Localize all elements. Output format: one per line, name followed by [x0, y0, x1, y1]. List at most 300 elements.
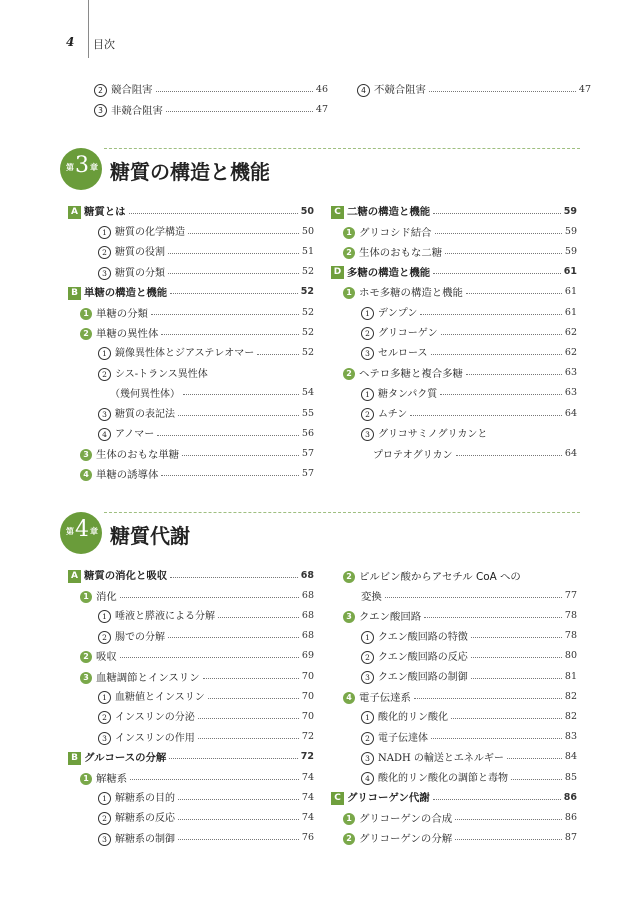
toc-entry: [345, 80, 591, 98]
item-number-marker: 2: [343, 833, 355, 845]
item-number-marker: 3: [98, 267, 111, 280]
toc-entry-title: [80, 648, 117, 663]
chapter-title: 糖質の構造と機能: [110, 160, 270, 184]
item-number-marker: 2: [80, 328, 92, 340]
dot-leader: [188, 233, 299, 234]
dot-leader: [471, 637, 562, 638]
toc-entry-title: [361, 385, 437, 401]
toc-entry: [68, 465, 314, 483]
toc-page-number: 70: [301, 690, 314, 702]
dot-leader: [455, 819, 562, 820]
chapter-number-badge: [60, 148, 102, 190]
toc-page-number: 64: [564, 407, 577, 419]
toc-entry-text: 消化: [96, 590, 117, 603]
item-number-marker: 3: [98, 408, 111, 421]
dot-leader: [414, 698, 562, 699]
toc-entry: [68, 263, 314, 281]
dot-leader: [120, 597, 299, 598]
toc-entry-text: 糖質の役割: [115, 247, 165, 259]
toc-entry-title: [331, 789, 430, 805]
section-letter-badge: B: [68, 752, 81, 765]
dot-leader: [156, 91, 313, 92]
toc-page-number: 62: [564, 346, 577, 358]
toc-entry: [68, 667, 314, 685]
toc-entry-text: 生体のおもな二糖: [359, 246, 443, 259]
toc-page-number: 82: [564, 710, 577, 722]
toc-page-number: 47: [315, 104, 328, 115]
toc-entry-title: [361, 749, 504, 765]
toc-entry-title: [80, 305, 148, 320]
toc-entry-title: [343, 568, 521, 583]
item-number-marker: 3: [361, 347, 374, 360]
page-header: [0, 0, 637, 60]
toc-entry-text: 変換: [361, 590, 382, 603]
toc-entry-title: [68, 567, 167, 583]
dot-leader: [129, 213, 298, 214]
toc-entry-title: [98, 607, 215, 623]
toc-entry-text: シス-トランス異性体: [115, 368, 208, 380]
toc-entry-text: 血糖値とインスリン: [115, 692, 205, 704]
toc-entry: [331, 404, 577, 422]
toc-entry: [68, 202, 314, 220]
item-number-marker: 3: [94, 104, 107, 117]
toc-entry-title: [357, 81, 426, 97]
toc-entry-title: [361, 304, 417, 320]
toc-entry-title: [94, 81, 153, 97]
item-number-marker: 3: [98, 833, 111, 846]
toc-page-number: 72: [300, 751, 314, 763]
toc-page-number: 64: [564, 447, 577, 459]
toc-entry-title: [361, 324, 438, 340]
dot-leader: [433, 273, 561, 274]
section-letter-badge: C: [331, 792, 344, 805]
item-number-marker: 1: [361, 711, 374, 724]
toc-page-number: 61: [564, 286, 577, 298]
item-number-marker: 2: [98, 368, 111, 381]
toc-entry-title: [98, 405, 175, 421]
toc-entry: [68, 303, 314, 321]
toc-page-number: 61: [564, 306, 577, 318]
chapter-dai: 第: [66, 163, 74, 172]
dot-leader: [130, 779, 299, 780]
dot-leader: [440, 394, 562, 395]
toc-entry: [331, 424, 577, 442]
dot-leader: [120, 657, 299, 658]
dot-leader: [170, 577, 298, 578]
toc-page-number: 83: [564, 731, 577, 743]
toc-entry: [331, 384, 577, 402]
dot-leader: [157, 435, 299, 436]
toc-entry-title: [94, 102, 163, 118]
item-number-marker: 1: [98, 226, 111, 239]
toc-entry-text: 単糖の誘導体: [96, 469, 159, 482]
toc-page-number: 86: [564, 811, 577, 823]
toc-entry: [331, 263, 577, 281]
toc-entry-title: [343, 224, 432, 239]
toc-entry-text: 不競合阻害: [374, 84, 426, 97]
dot-leader: [471, 678, 562, 679]
item-number-marker: 3: [361, 752, 374, 765]
toc-entry-title: [331, 203, 430, 219]
toc-entry-text: 単糖の分類: [96, 307, 148, 320]
item-number-marker: 2: [361, 327, 374, 340]
dot-leader: [168, 637, 299, 638]
toc-entry: [68, 687, 314, 705]
item-number-marker: 1: [80, 773, 92, 785]
toc-entry: [331, 283, 577, 301]
toc-entry-title: [80, 446, 179, 461]
toc-entry-text: NADH の輸送とエネルギー: [378, 752, 504, 764]
dot-leader: [435, 233, 562, 234]
toc-entry: [331, 242, 577, 260]
toc-entry-text: 解糖系の制御: [115, 833, 175, 845]
toc-entry-text: グリコサミノグリカンと: [378, 429, 488, 441]
toc-entry-title: [343, 830, 452, 845]
toc-page-number: 74: [301, 811, 314, 823]
item-number-marker: 1: [80, 308, 92, 320]
toc-entry-title: [80, 669, 200, 684]
toc-page-number: 61: [563, 266, 577, 278]
toc-page-number: 50: [300, 205, 314, 217]
item-number-marker: 2: [98, 812, 111, 825]
toc-entry: [68, 788, 314, 806]
toc-entry-text: 電子伝達体: [378, 732, 428, 744]
chapter-3-heading: [60, 148, 580, 192]
toc-page-number: 57: [301, 447, 314, 459]
toc-entry-text: インスリンの分泌: [115, 712, 195, 724]
toc-entry-text: グリコーゲン: [378, 328, 438, 340]
toc-entry: [68, 586, 314, 604]
toc-page-number: 78: [564, 630, 577, 642]
toc-entry: [331, 303, 577, 321]
toc-entry: [68, 647, 314, 665]
toc-entry: [68, 728, 314, 746]
item-number-marker: 2: [361, 732, 374, 745]
page-label: 目次: [93, 38, 115, 51]
toc-entry-title: [343, 365, 463, 380]
item-number-marker: 4: [361, 772, 374, 785]
item-number-marker: 2: [98, 711, 111, 724]
toc-page-number: 52: [301, 266, 314, 278]
item-number-marker: 4: [80, 469, 92, 481]
toc-page-number: 87: [564, 832, 577, 844]
toc-page-number: 82: [564, 690, 577, 702]
toc-entry-text: 生体のおもな単糖: [96, 448, 180, 461]
toc-entry: [331, 586, 577, 604]
dot-leader: [178, 415, 299, 416]
toc-entry-text: グリコシド結合: [359, 226, 432, 239]
toc-entry: [331, 222, 577, 240]
toc-entry-title: [98, 789, 175, 805]
toc-entry-title: [343, 284, 463, 299]
toc-page-number: 74: [301, 791, 314, 803]
toc-page-number: 52: [301, 346, 314, 358]
item-number-marker: 2: [98, 246, 111, 259]
toc-entry-title: [80, 466, 158, 481]
toc-page-number: 72: [301, 731, 314, 743]
toc-entry-text: 唾液と膵液による分解: [115, 611, 215, 623]
item-number-marker: 2: [80, 651, 92, 663]
toc-entry-title: [361, 708, 448, 724]
toc-entry-text: 多糖の構造と機能: [347, 266, 431, 279]
dot-leader: [507, 758, 562, 759]
dot-leader: [433, 799, 561, 800]
toc-entry-title: [98, 809, 175, 825]
toc-entry: [68, 424, 314, 442]
toc-entry-text: デンプン: [378, 308, 418, 319]
toc-entry-title: [343, 810, 452, 825]
toc-entry: [331, 627, 577, 645]
toc-page-number: 85: [564, 771, 577, 783]
page-number: 4: [66, 35, 75, 49]
toc-entry-title: [98, 264, 165, 280]
item-number-marker: 1: [343, 287, 355, 299]
item-number-marker: 1: [361, 307, 374, 320]
item-number-marker: 4: [357, 84, 370, 97]
toc-entry-text: プロテオグリカン: [373, 449, 453, 461]
toc-page-number: 68: [300, 569, 314, 581]
toc-page-number: 77: [564, 589, 577, 601]
toc-entry-text: インスリンの作用: [115, 732, 195, 744]
toc-entry-title: [98, 729, 195, 745]
toc-entry-text: 単糖の構造と機能: [84, 287, 168, 300]
dot-leader: [198, 738, 299, 739]
item-number-marker: 3: [361, 671, 374, 684]
dot-leader: [169, 758, 297, 759]
chapter-4-heading: [60, 512, 580, 556]
dot-leader: [433, 213, 561, 214]
toc-entry-title: [68, 749, 166, 765]
toc-entry-text: 酸化的リン酸化: [378, 712, 448, 724]
toc-entry: [331, 566, 577, 584]
toc-entry-text: 糖タンパク質: [378, 388, 438, 400]
dot-leader: [451, 718, 562, 719]
toc-entry-text: ヘテロ多糖と複合多糖: [359, 368, 463, 381]
toc-page-number: 57: [301, 468, 314, 480]
toc-page-number: 54: [301, 387, 314, 399]
toc-entry: [331, 728, 577, 746]
toc-page-number: 50: [301, 225, 314, 237]
toc-entry: [68, 768, 314, 786]
header-divider: [88, 0, 89, 58]
toc-entry: [68, 808, 314, 826]
toc-entry-text: 鏡像異性体とジアステレオマー: [115, 348, 255, 360]
toc-entry-title: [98, 344, 254, 360]
item-number-marker: 2: [343, 368, 355, 380]
toc-entry-title: [80, 770, 127, 785]
toc-entry-text: グリコーゲンの分解: [359, 833, 453, 846]
toc-entry-title: [361, 668, 468, 684]
dot-leader: [410, 415, 562, 416]
toc-entry-text: グリコーゲン代謝: [347, 792, 430, 805]
dot-leader: [168, 273, 299, 274]
dot-leader: [208, 698, 299, 699]
toc-page-number: 52: [301, 306, 314, 318]
item-number-marker: 2: [361, 651, 374, 664]
toc-entry-text: 単糖の異性体: [96, 327, 159, 340]
dot-leader: [385, 597, 562, 598]
toc-page-number: 70: [301, 710, 314, 722]
dot-leader: [178, 819, 299, 820]
toc-entry: [331, 768, 577, 786]
item-number-marker: 1: [80, 591, 92, 603]
dot-leader: [431, 738, 562, 739]
dot-leader: [170, 293, 298, 294]
item-number-marker: 1: [98, 347, 111, 360]
item-number-marker: 2: [361, 408, 374, 421]
toc-entry: [68, 364, 314, 382]
toc-page-number: 63: [564, 367, 577, 379]
item-number-marker: 1: [343, 227, 355, 239]
toc-entry-text: ムチン: [378, 409, 408, 420]
toc-page-number: 68: [301, 589, 314, 601]
toc-entry: [331, 808, 577, 826]
toc-entry-title: [373, 446, 453, 461]
toc-entry-text: 糖質の化学構造: [115, 227, 185, 239]
toc-page-number: 74: [301, 771, 314, 783]
toc-entry-text: セルロース: [378, 348, 428, 360]
section-letter-badge: B: [68, 287, 81, 300]
toc-page-number: 59: [564, 225, 577, 237]
toc-entry-title: [80, 588, 117, 603]
toc-page-number: 63: [564, 387, 577, 399]
dot-leader: [441, 334, 562, 335]
toc-page-number: 76: [301, 832, 314, 844]
toc-entry-title: [361, 588, 382, 603]
toc-entry-text: 解糖系の反応: [115, 813, 175, 825]
toc-page-number: 46: [315, 83, 328, 95]
toc-entry-title: [361, 769, 508, 785]
toc-entry-title: [361, 648, 468, 664]
toc-entry: [331, 829, 577, 847]
dot-leader: [424, 617, 562, 618]
toc-entry-text: （幾何異性体）: [110, 389, 180, 401]
toc-page-number: 52: [301, 326, 314, 338]
dot-leader: [166, 111, 313, 112]
dot-leader: [466, 374, 562, 375]
item-number-marker: 2: [98, 631, 111, 644]
toc-page-number: 80: [564, 650, 577, 662]
toc-entry-title: [361, 729, 428, 745]
toc-entry-text: 競合阻害: [111, 84, 153, 97]
toc-entry: [331, 606, 577, 624]
toc-page-number: 69: [301, 650, 314, 662]
item-number-marker: 4: [343, 692, 355, 704]
chapter-num: 3: [75, 153, 89, 178]
chapter-num: 4: [75, 517, 89, 542]
toc-entry-title: [331, 264, 430, 280]
toc-entry-title: [361, 405, 407, 421]
toc-entry-title: [68, 284, 167, 300]
toc-entry: [82, 80, 328, 98]
toc-page-number: 70: [301, 670, 314, 682]
dot-leader: [445, 253, 562, 254]
dot-leader: [161, 334, 299, 335]
item-number-marker: 4: [98, 428, 111, 441]
chapter-dai: 第: [66, 527, 74, 536]
toc-entry-title: [80, 325, 158, 340]
toc-entry-title: [98, 365, 208, 381]
dot-leader: [182, 455, 299, 456]
toc-entry-text: 非競合阻害: [111, 104, 163, 117]
toc-page-number: 55: [301, 407, 314, 419]
dot-leader: [178, 799, 299, 800]
item-number-marker: 1: [98, 792, 111, 805]
toc-entry-text: 二糖の構造と機能: [347, 206, 431, 219]
toc-entry: [68, 444, 314, 462]
dot-leader: [466, 293, 562, 294]
toc-entry: [331, 788, 577, 806]
toc-entry: [68, 566, 314, 584]
item-number-marker: 1: [98, 610, 111, 623]
toc-entry: [68, 343, 314, 361]
dot-leader: [203, 678, 299, 679]
toc-page-number: 62: [564, 326, 577, 338]
toc-entry: [331, 364, 577, 382]
toc-entry: [331, 707, 577, 725]
toc-entry-title: [361, 628, 468, 644]
item-number-marker: 3: [343, 611, 355, 623]
toc-page-number: 51: [301, 245, 314, 257]
dot-leader: [168, 253, 299, 254]
toc-entry-text: 糖質の分類: [115, 267, 165, 279]
item-number-marker: 2: [343, 571, 355, 583]
item-number-marker: 3: [80, 449, 92, 461]
dot-leader: [511, 779, 562, 780]
toc-entry-text: クエン酸回路の特徴: [378, 631, 468, 643]
toc-entry-title: [361, 425, 487, 441]
toc-entry: [68, 283, 314, 301]
toc-entry-text: 吸収: [96, 651, 117, 664]
toc-page-number: 68: [301, 630, 314, 642]
dot-leader: [431, 354, 562, 355]
item-number-marker: 2: [343, 247, 355, 259]
toc-page-number: 47: [578, 83, 591, 95]
toc-entry-title: [343, 608, 421, 623]
item-number-marker: 1: [343, 813, 355, 825]
toc-entry: [68, 829, 314, 847]
chapter-title: 糖質代謝: [110, 524, 190, 548]
toc-entry: [331, 647, 577, 665]
toc-entry: [68, 384, 314, 402]
toc-entry-text: 糖質の消化と吸収: [84, 570, 168, 583]
dot-leader: [456, 455, 562, 456]
toc-entry: [68, 404, 314, 422]
toc-entry-text: 解糖系の目的: [115, 793, 175, 805]
toc-entry-title: [98, 708, 195, 724]
toc-page-number: 78: [564, 609, 577, 621]
toc-entry-text: クエン酸回路の制御: [378, 672, 468, 683]
toc-entry: [68, 707, 314, 725]
dot-leader: [198, 718, 299, 719]
item-number-marker: 3: [80, 672, 92, 684]
toc-page-number: 81: [564, 670, 577, 682]
toc-entry-text: 糖質とは: [84, 206, 126, 219]
item-number-marker: 1: [361, 631, 374, 644]
toc-entry-title: [98, 223, 185, 239]
chapter-number-badge: [60, 512, 102, 554]
toc-entry-title: [98, 425, 154, 441]
dot-leader: [183, 394, 299, 395]
toc-entry-text: グルコースの分解: [84, 752, 167, 765]
item-number-marker: 1: [98, 691, 111, 704]
toc-entry-text: 電子伝達系: [359, 691, 411, 704]
toc-entry-title: [98, 628, 165, 644]
toc-entry-title: [98, 830, 175, 846]
toc-entry-title: [98, 688, 205, 704]
toc-entry: [331, 444, 577, 462]
toc-page-number: 59: [563, 205, 577, 217]
